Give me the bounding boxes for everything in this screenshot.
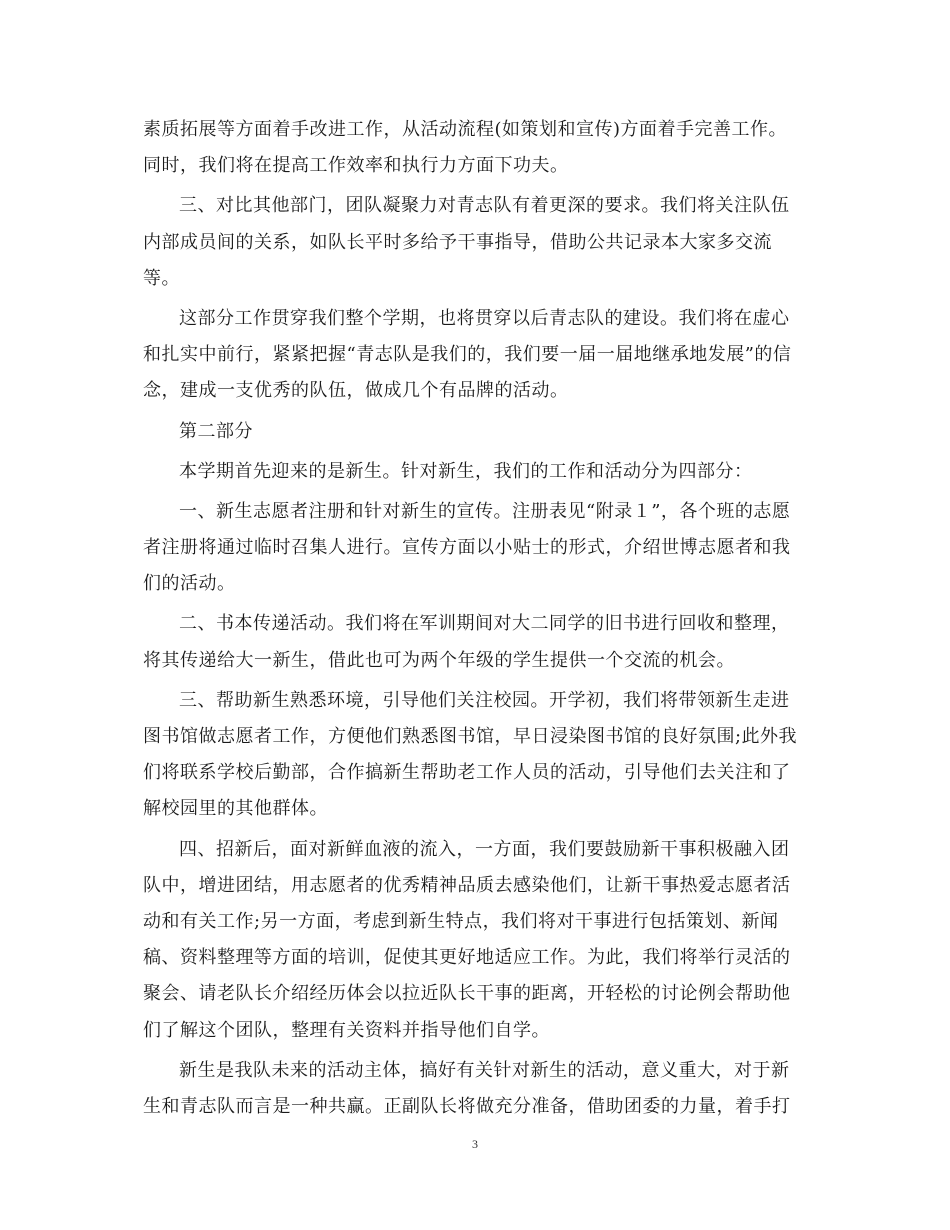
paragraph-line: 这部分工作贯穿我们整个学期，也将贯穿以后青志队的建设。我们将在虚心 [179,307,790,329]
paragraph-line: 图书馆做志愿者工作，方便他们熟悉图书馆，早日浸染图书馆的良好氛围;此外我 [143,726,798,747]
paragraph-line: 内部成员间的关系，如队长平时多给予干事指导，借助公共记录本大家多交流 [143,231,772,253]
paragraph-line: 稿、资料整理等方面的培训，促使其更好地适应工作。为此，我们将举行灵活的 [143,947,791,969]
paragraph-line: 生和青志队而言是一种共赢。正副队长将做充分准备，借助团委的力量，着手打 [143,1095,791,1117]
paragraph-line: 队中，增进团结，用志愿者的优秀精神品质去感染他们，让新干事热爱志愿者活 [143,874,791,896]
paragraph-line: 同时，我们将在提高工作效率和执行力方面下功夫。 [143,155,569,177]
paragraph-line: 们的活动。 [143,573,236,595]
paragraph-line: 素质拓展等方面着手改进工作，从活动流程(如策划和宣传)方面着手完善工作。 [143,119,788,140]
paragraph-line: 三、帮助新生熟悉环境，引导他们关注校园。开学初，我们将带领新生走进 [179,689,790,711]
paragraph-line: 聚会、请老队长介绍经历体会以拉近队长干事的距离，开轻松的讨论例会帮助他 [143,983,791,1005]
paragraph-line: 们了解这个团队，整理有关资料并指导他们自学。 [143,1019,550,1041]
paragraph-line: 动和有关工作;另一方面，考虑到新生特点，我们将对干事进行包括策划、新闻 [143,910,779,932]
paragraph-line: 解校园里的其他群体。 [143,798,328,820]
paragraph-line: 本学期首先迎来的是新生。针对新生，我们的工作和活动分为四部分： [179,460,753,482]
document-body [143,112,803,1125]
paragraph-line: 和扎实中前行，紧紧把握“青志队是我们的，我们要一届一届地继承地发展”的信 [143,344,792,366]
paragraph-line: 们将联系学校后勤部，合作搞新生帮助老工作人员的活动，引导他们去关注和了 [143,762,791,784]
paragraph-line: 等。 [143,267,180,289]
paragraph-line: 一、新生志愿者注册和针对新生的宣传。注册表见“附录１”，各个班的志愿 [179,500,791,522]
page-number: 3 [472,1137,478,1151]
paragraph-line: 三、对比其他部门，团队凝聚力对青志队有着更深的要求。我们将关注队伍 [179,195,790,217]
paragraph-line: 将其传递给大一新生，借此也可为两个年级的学生提供一个交流的机会。 [143,649,735,671]
paragraph-line: 念，建成一支优秀的队伍，做成几个有品牌的活动。 [143,380,569,402]
section-heading: 第二部分 [179,420,253,442]
paragraph-line: 二、书本传递活动。我们将在军训期间对大二同学的旧书进行回收和整理， [179,613,790,635]
paragraph-line: 四、招新后，面对新鲜血液的流入，一方面，我们要鼓励新干事积极融入团 [179,838,790,860]
paragraph-line: 者注册将通过临时召集人进行。宣传方面以小贴士的形式，介绍世博志愿者和我 [143,537,791,559]
paragraph-line: 新生是我队未来的活动主体，搞好有关针对新生的活动，意义重大，对于新 [179,1059,790,1081]
